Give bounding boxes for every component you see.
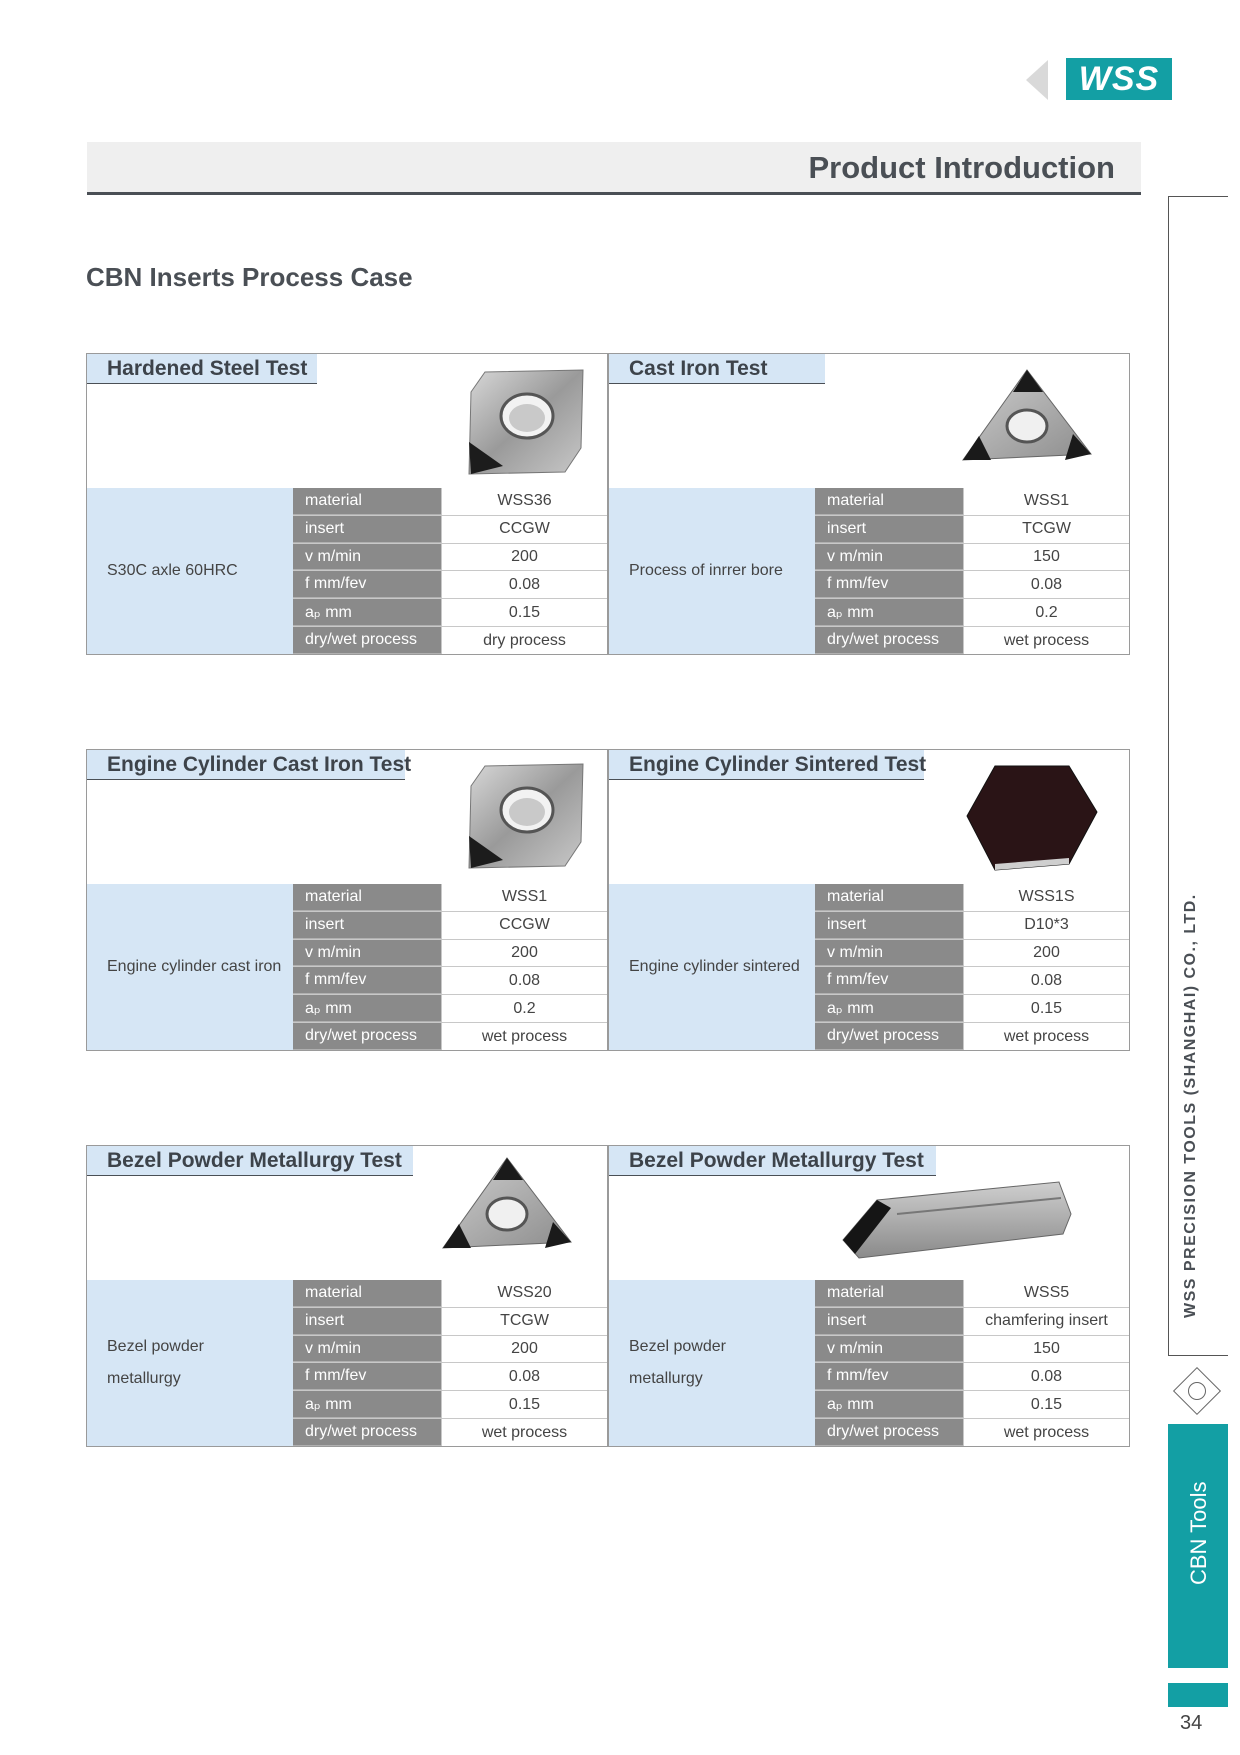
param-value: 200 (441, 544, 607, 571)
param-value: 0.08 (963, 1363, 1129, 1390)
param-label: insert (815, 516, 963, 543)
company-logo: WSS (1066, 58, 1172, 100)
description-line: Engine cylinder sintered (629, 958, 800, 975)
table-row (815, 1308, 1129, 1336)
param-value: D10*3 (963, 912, 1129, 939)
param-value: 200 (963, 940, 1129, 967)
param-value: wet process (963, 627, 1129, 654)
param-label: material (293, 488, 441, 515)
param-label: dry/wet process (815, 1023, 963, 1050)
company-name: WSS PRECISION TOOLS (SHANGHAI) CO., LTD. (1182, 893, 1199, 1318)
param-value: TCGW (441, 1308, 607, 1335)
table-row (815, 1023, 1129, 1050)
workpiece-description (609, 884, 815, 1050)
table-row (293, 995, 607, 1023)
workpiece-description (609, 488, 815, 654)
table-row (815, 995, 1129, 1023)
table-row (815, 1391, 1129, 1419)
parameter-table (87, 488, 607, 654)
param-label: material (815, 1280, 963, 1307)
workpiece-description (87, 488, 293, 654)
param-value: WSS1S (963, 884, 1129, 911)
card-title: Engine Cylinder Cast Iron Test (87, 750, 405, 780)
param-label: dry/wet process (815, 627, 963, 654)
parameter-table (87, 1280, 607, 1446)
param-value: CCGW (441, 912, 607, 939)
param-value: 0.15 (441, 1391, 607, 1418)
param-value: 150 (963, 544, 1129, 571)
param-value: 0.08 (441, 1363, 607, 1390)
param-value: wet process (963, 1419, 1129, 1446)
param-value: 0.15 (963, 1391, 1129, 1418)
table-row (293, 571, 607, 599)
param-label: insert (293, 516, 441, 543)
param-value: WSS5 (963, 1280, 1129, 1307)
param-label: insert (815, 912, 963, 939)
description-line: metallurgy (107, 1370, 181, 1387)
table-row (815, 571, 1129, 599)
param-label: dry/wet process (293, 1419, 441, 1446)
param-label: material (293, 884, 441, 911)
circle-ornament-icon (1188, 1382, 1206, 1400)
param-label: v m/min (815, 544, 963, 571)
param-value: WSS20 (441, 1280, 607, 1307)
param-label: f mm/fev (293, 1363, 441, 1390)
param-value: 200 (441, 1336, 607, 1363)
process-case-card (86, 749, 608, 1051)
table-row (293, 1363, 607, 1391)
process-case-card (86, 353, 608, 655)
table-row (293, 967, 607, 995)
table-row (815, 884, 1129, 912)
table-row (815, 1280, 1129, 1308)
param-label: material (815, 488, 963, 515)
workpiece-description (87, 884, 293, 1050)
param-label: aₚ mm (293, 1391, 441, 1418)
param-label: aₚ mm (293, 995, 441, 1022)
param-label: f mm/fev (815, 967, 963, 994)
param-value: 0.08 (441, 571, 607, 598)
table-row (293, 544, 607, 572)
logo-arrow-icon (1026, 60, 1048, 100)
param-label: dry/wet process (293, 627, 441, 654)
table-row (293, 488, 607, 516)
description-line: Bezel powder (629, 1338, 726, 1355)
param-value: chamfering insert (963, 1308, 1129, 1335)
table-row (815, 599, 1129, 627)
description-line: S30C axle 60HRC (107, 562, 238, 579)
param-label: f mm/fev (293, 571, 441, 598)
parameter-table (609, 488, 1129, 654)
param-label: aₚ mm (815, 599, 963, 626)
process-case-card (608, 749, 1130, 1051)
table-row (815, 967, 1129, 995)
table-row (815, 1336, 1129, 1364)
param-label: f mm/fev (815, 1363, 963, 1390)
table-row (293, 1336, 607, 1364)
description-line: Bezel powder (107, 1338, 204, 1355)
param-label: v m/min (293, 940, 441, 967)
card-title: Bezel Powder Metallurgy Test (87, 1146, 413, 1176)
param-value: 150 (963, 1336, 1129, 1363)
workpiece-description (87, 1280, 293, 1446)
workpiece-description (609, 1280, 815, 1446)
param-label: f mm/fev (293, 967, 441, 994)
table-row (815, 516, 1129, 544)
table-row (293, 1419, 607, 1446)
param-value: 0.2 (441, 995, 607, 1022)
param-label: v m/min (815, 940, 963, 967)
param-label: dry/wet process (815, 1419, 963, 1446)
param-value: WSS1 (441, 884, 607, 911)
process-case-card (608, 1145, 1130, 1447)
parameter-table (609, 884, 1129, 1050)
param-value: CCGW (441, 516, 607, 543)
param-value: wet process (441, 1419, 607, 1446)
description-line: Process of inrrer bore (629, 562, 783, 579)
triangle-insert-icon (957, 364, 1097, 479)
category-label: CBN Tools (1186, 1481, 1211, 1585)
param-value: 200 (441, 940, 607, 967)
param-label: aₚ mm (815, 1391, 963, 1418)
page-title: Product Introduction (808, 150, 1115, 185)
description-line: metallurgy (629, 1370, 703, 1387)
param-label: material (815, 884, 963, 911)
card-title: Hardened Steel Test (87, 354, 317, 384)
section-title: CBN Inserts Process Case (86, 262, 413, 292)
param-label: aₚ mm (815, 995, 963, 1022)
card-title: Bezel Powder Metallurgy Test (609, 1146, 936, 1176)
param-value: WSS1 (963, 488, 1129, 515)
triangle-insert-icon (437, 1152, 577, 1267)
param-label: material (293, 1280, 441, 1307)
table-row (293, 940, 607, 968)
param-value: WSS36 (441, 488, 607, 515)
param-value: dry process (441, 627, 607, 654)
param-label: insert (293, 1308, 441, 1335)
process-case-card (86, 1145, 608, 1447)
table-row (815, 488, 1129, 516)
param-label: v m/min (293, 544, 441, 571)
header-band (87, 142, 1141, 195)
card-title: Cast Iron Test (609, 354, 825, 384)
card-title: Engine Cylinder Sintered Test (609, 750, 924, 780)
param-label: insert (815, 1308, 963, 1335)
table-row (815, 627, 1129, 654)
param-value: 0.2 (963, 599, 1129, 626)
param-label: v m/min (293, 1336, 441, 1363)
param-value: 0.08 (441, 967, 607, 994)
parameter-table (87, 884, 607, 1050)
param-value: wet process (441, 1023, 607, 1050)
table-row (293, 912, 607, 940)
table-row (293, 1308, 607, 1336)
page-number: 34 (1180, 1712, 1203, 1734)
rhombic-insert-icon (463, 362, 593, 483)
table-row (293, 1280, 607, 1308)
rhombic-insert-icon (463, 756, 593, 877)
table-row (293, 627, 607, 654)
table-row (815, 912, 1129, 940)
param-value: 0.08 (963, 571, 1129, 598)
table-row (815, 544, 1129, 572)
param-value: wet process (963, 1023, 1129, 1050)
table-row (815, 1419, 1129, 1446)
table-row (815, 940, 1129, 968)
table-row (293, 516, 607, 544)
param-label: insert (293, 912, 441, 939)
category-tab-bar (1168, 1683, 1228, 1707)
param-value: 0.15 (441, 599, 607, 626)
param-label: v m/min (815, 1336, 963, 1363)
chamfering-bar-icon (837, 1174, 1077, 1269)
parameter-table (609, 1280, 1129, 1446)
table-row (293, 599, 607, 627)
param-label: aₚ mm (293, 599, 441, 626)
param-value: 0.08 (963, 967, 1129, 994)
description-line: Engine cylinder cast iron (107, 958, 282, 975)
process-case-card (608, 353, 1130, 655)
param-value: TCGW (963, 516, 1129, 543)
param-label: f mm/fev (815, 571, 963, 598)
table-row (815, 1363, 1129, 1391)
table-row (293, 1023, 607, 1050)
table-row (293, 884, 607, 912)
hexagon-insert-icon (961, 760, 1101, 881)
param-value: 0.15 (963, 995, 1129, 1022)
param-label: dry/wet process (293, 1023, 441, 1050)
table-row (293, 1391, 607, 1419)
